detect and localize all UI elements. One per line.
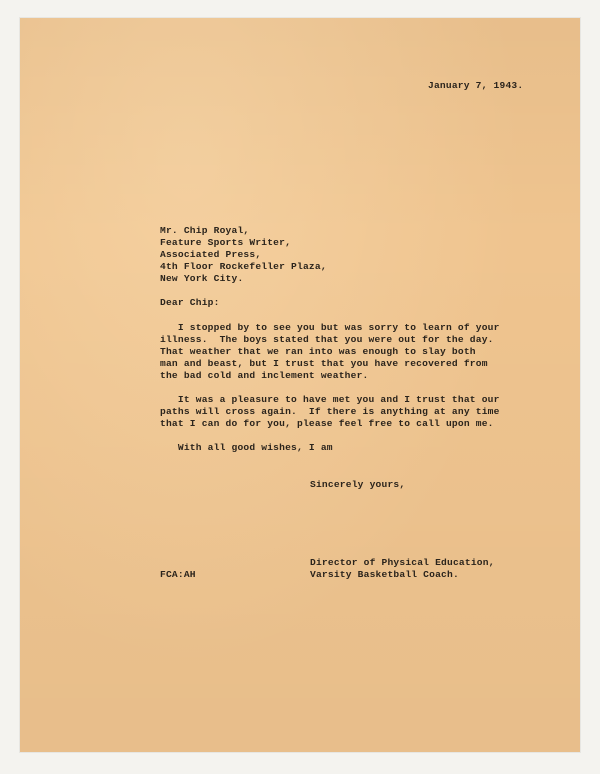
initials: FCA:AH	[160, 569, 196, 580]
recipient-line: 4th Floor Rockefeller Plaza,	[160, 261, 327, 272]
body-line: paths will cross again. If there is anything at any time	[160, 406, 500, 417]
body-line: It was a pleasure to have met you and I trust that our	[160, 394, 500, 405]
body-line: man and beast, but I trust that you have recovered from	[160, 358, 488, 369]
body-line: I stopped by to see you but was sorry to learn of your	[160, 322, 500, 333]
letter-page	[20, 18, 580, 752]
body-line: the bad cold and inclement weather.	[160, 370, 369, 381]
letter-date: January 7, 1943.	[428, 80, 524, 91]
signature-title: Varsity Basketball Coach.	[310, 569, 459, 580]
recipient-line: Associated Press,	[160, 249, 262, 260]
signature-title: Director of Physical Education,	[310, 557, 495, 568]
body-line: illness. The boys stated that you were out for the day.	[160, 334, 494, 345]
recipient-line: New York City.	[160, 273, 244, 284]
recipient-line: Feature Sports Writer,	[160, 237, 292, 248]
body-line: With all good wishes, I am	[160, 442, 333, 453]
body-line: That weather that we ran into was enough to slay both	[160, 346, 476, 357]
body-line: that I can do for you, please feel free to call upon me.	[160, 418, 494, 429]
closing: Sincerely yours,	[310, 479, 406, 490]
salutation: Dear Chip:	[160, 297, 220, 308]
recipient-line: Mr. Chip Royal,	[160, 225, 250, 236]
